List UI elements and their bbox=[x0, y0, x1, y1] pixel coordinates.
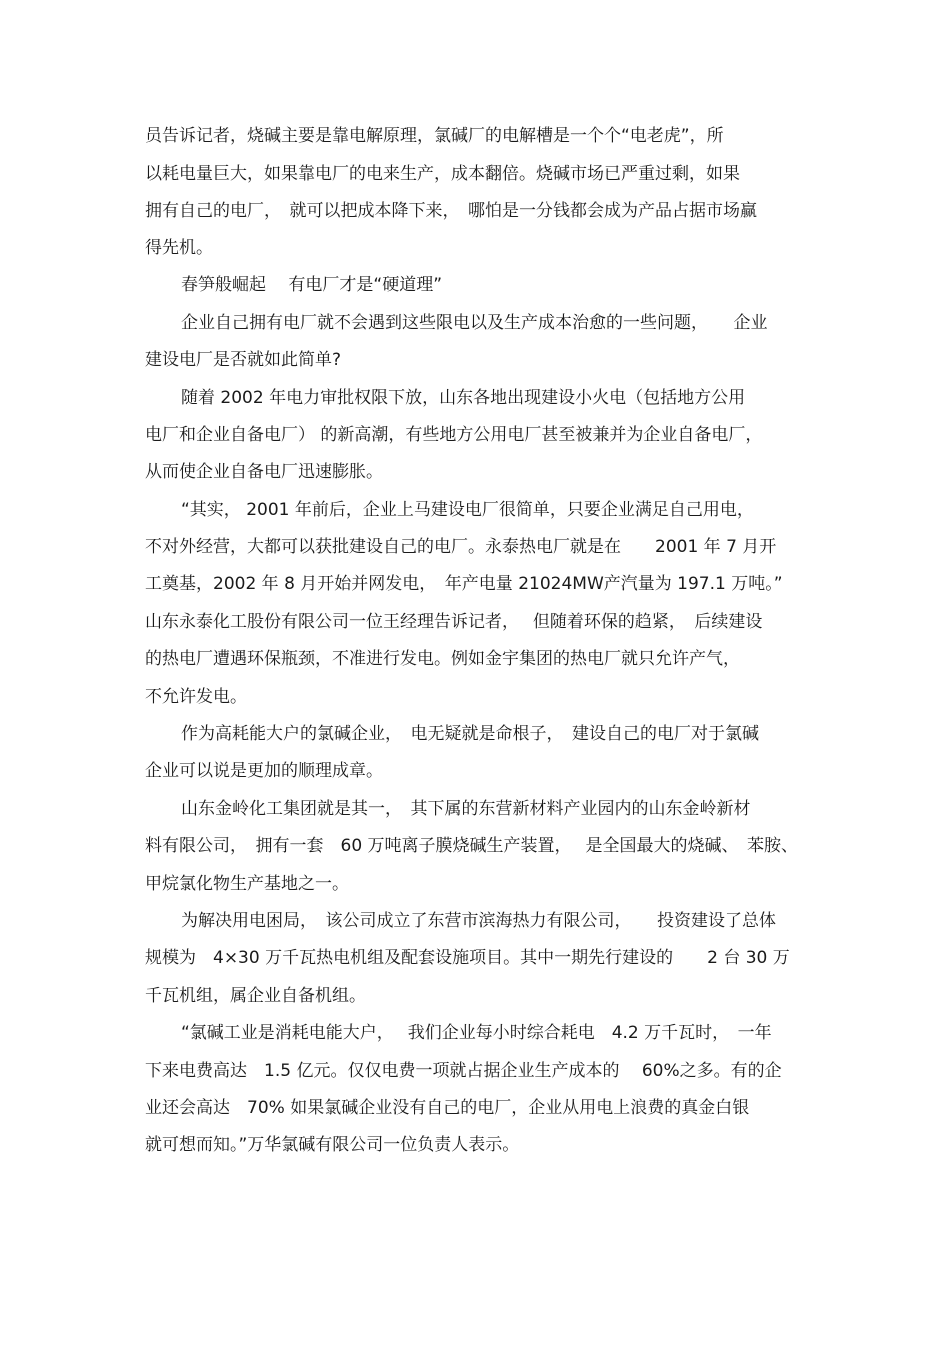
text-line: 下来电费高达 1.5 亿元。仅仅电费一项就占据企业生产成本的 60%之多。有的企 bbox=[145, 1061, 782, 1081]
text-line: 随着 2002 年电力审批权限下放，山东各地出现建设小火电（包括地方公用 bbox=[181, 388, 746, 408]
text-line: 的热电厂遭遇环保瓶颈，不准进行发电。例如金宇集团的热电厂就只允许产气， bbox=[145, 649, 740, 669]
text-line: 就可想而知。”万华氯碱有限公司一位负责人表示。 bbox=[145, 1135, 520, 1155]
text-line: 员告诉记者，烧碱主要是靠电解原理，氯碱厂的电解槽是一个个“电老虎”，所 bbox=[145, 126, 724, 146]
text-line: 从而使企业自备电厂迅速膨胀。 bbox=[145, 462, 383, 482]
text-line: 山东永泰化工股份有限公司一位王经理告诉记者， 但随着环保的趋紧， 后续建设 bbox=[145, 612, 763, 632]
text-line: 业还会高达 70% 如果氯碱企业没有自己的电厂，企业从用电上浪费的真金白银 bbox=[145, 1098, 750, 1118]
text-line: 不对外经营，大都可以获批建设自己的电厂。永泰热电厂就是在 2001 年 7 月开 bbox=[145, 537, 777, 557]
text-line: 电厂和企业自备电厂） 的新高潮，有些地方公用电厂甚至被兼并为企业自备电厂， bbox=[145, 425, 763, 445]
text-line: 作为高耗能大户的氯碱企业， 电无疑就是命根子， 建设自己的电厂对于氯碱 bbox=[181, 724, 759, 744]
text-line: 企业自己拥有电厂就不会遇到这些限电以及生产成本治愈的一些问题， 企业 bbox=[181, 313, 768, 333]
text-line: 千瓦机组，属企业自备机组。 bbox=[145, 986, 366, 1006]
text-line: 为解决用电困局， 该公司成立了东营市滨海热力有限公司， 投资建设了总体 bbox=[181, 911, 776, 931]
text-line: 甲烷氯化物生产基地之一。 bbox=[145, 874, 349, 894]
text-line: “其实， 2001 年前后，企业上马建设电厂很简单，只要企业满足自己用电， bbox=[181, 500, 754, 520]
text-line: 料有限公司， 拥有一套 60 万吨离子膜烧碱生产装置， 是全国最大的烧碱、 苯胺、 bbox=[145, 836, 798, 856]
text-line: 规模为 4×30 万千瓦热电机组及配套设施项目。其中一期先行建设的 2 台 30 万 bbox=[145, 948, 790, 968]
text-line: 企业可以说是更加的顺理成章。 bbox=[145, 761, 383, 781]
text-line: 拥有自己的电厂， 就可以把成本降下来， 哪怕是一分钱都会成为产品占据市场赢 bbox=[145, 201, 757, 221]
text-line: 得先机。 bbox=[145, 238, 213, 258]
text-line: 以耗电量巨大，如果靠电厂的电来生产，成本翻倍。烧碱市场已严重过剩，如果 bbox=[145, 164, 740, 184]
text-line: 山东金岭化工集团就是其一， 其下属的东营新材料产业园内的山东金岭新材 bbox=[181, 799, 751, 819]
text-line: “氯碱工业是消耗电能大户， 我们企业每小时综合耗电 4.2 万千瓦时， 一年 bbox=[181, 1023, 772, 1043]
text-line: 不允许发电。 bbox=[145, 687, 247, 707]
text-line: 建设电厂是否就如此简单? bbox=[145, 350, 342, 370]
section-heading: 春笋般崛起 有电厂才是“硬道理” bbox=[181, 275, 443, 295]
text-line: 工奠基，2002 年 8 月开始并网发电， 年产电量 21024MW产汽量为 197.1 万吨。” bbox=[145, 574, 783, 594]
